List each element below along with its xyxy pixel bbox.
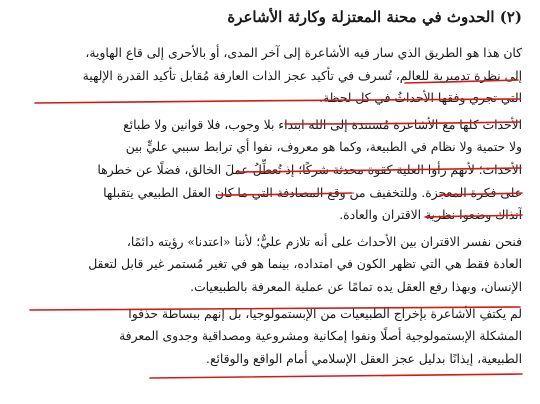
text-line: الأحداث؛ لأنهم رأوا العلية كقوة محدثة شركًا؛ إذ تُعطِّلُ عملَ الخالق، فضلًا عن خطرها bbox=[97, 162, 522, 177]
text-line: الإنسان، وبهذا رفع العقل يده تمامًا عن عملية المعرفة بالطبيعيات. bbox=[190, 279, 522, 294]
red-underline-mark bbox=[150, 374, 522, 378]
text-line: على فكرة المعجزة. وللتخفيف من وقع المصادفة التي ما كان العقل الطبيعي يتقبلها bbox=[103, 185, 522, 200]
paragraph-2 bbox=[14, 114, 522, 227]
paragraph-4 bbox=[14, 303, 522, 371]
text-line: إلى نظرة تدميرية للعالم، تُسرف في تأكيد عجز الذات العارفة مُقابل تأكيد القدرة الإلهية bbox=[82, 68, 522, 83]
text-line: ولا حتمية ولا نظام في الطبيعة، وكما هو معروف، نفوا أي ترابط سببي عليٍّ بين bbox=[125, 140, 522, 155]
text-line: الأحداث كلها مع الأشاعرة مُستندة إلى الله ابتداء بلا وجوب، فلا قوانين ولا طبائع bbox=[123, 117, 522, 132]
text-line: فنحن نفسر الاقتران بين الأحداث على أنه تلازم عليٌّ؛ لأننا «اعتدنا» رؤيته دائمًا، bbox=[126, 234, 522, 249]
text-line: الطبيعية، إيذانًا بدليل عجز العقل الإسلامي أمام الواقع والوقائع. bbox=[206, 351, 522, 366]
text-line: العادة فقط هي التي تظهر الكون في امتداده، بينما هو في تغير مُستمر غير قابل لتعقل bbox=[88, 257, 522, 272]
text-line: المشكلة الإبستمولوجية أصلًا ونفوا إمكانية ومشروعية ومصداقية وجدوى المعرفة bbox=[119, 329, 522, 344]
text-line: لم يكتفِ الأشاعرة بإخراج الطبيعيات من الإبستمولوجيا، بل إنهم ببساطة حذفوا bbox=[128, 306, 522, 321]
text-line: آنذاك وضعوا نظرية الاقتران والعادة. bbox=[339, 208, 522, 223]
text-line: كان هذا هو الطريق الذي سار فيه الأشاعرة إلى آخر المدى، أو بالأحرى إلى قاع الهاوية، bbox=[85, 46, 522, 60]
paragraph-3 bbox=[14, 231, 522, 299]
paragraph-1 bbox=[14, 42, 522, 110]
text-line: التي تجري وفقها الأحداثُ في كل لحظة. bbox=[319, 91, 522, 106]
section-heading: (٢) الحدوث في محنة المعتزلة وكارثة الأشاعرة bbox=[227, 8, 522, 26]
